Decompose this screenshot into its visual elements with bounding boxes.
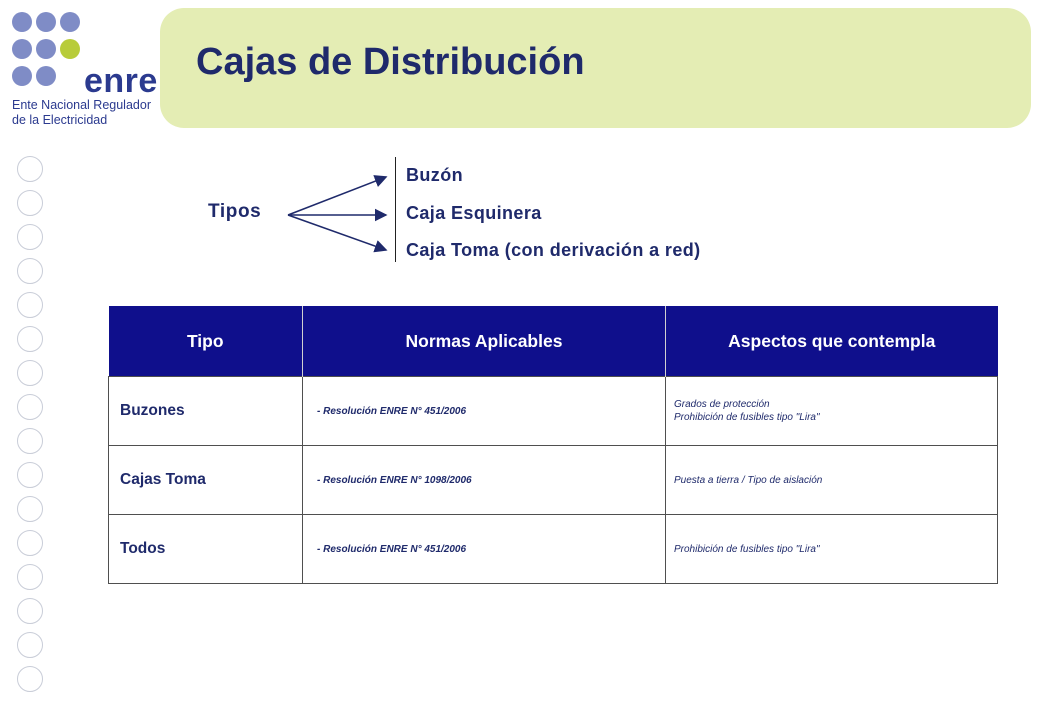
types-divider bbox=[395, 157, 396, 262]
cell-normas: - Resolución ENRE N° 451/2006 bbox=[303, 515, 666, 584]
table-row bbox=[109, 446, 998, 515]
type-item-caja-toma: Caja Toma (con derivación a red) bbox=[406, 240, 701, 260]
cell-tipo: Buzones bbox=[109, 377, 303, 446]
cell-tipo: Cajas Toma bbox=[109, 446, 303, 515]
table-row bbox=[109, 377, 998, 446]
title-banner bbox=[160, 8, 1031, 128]
tipos-label: Tipos bbox=[208, 201, 262, 222]
type-item-caja-esquinera: Caja Esquinera bbox=[406, 203, 542, 223]
table-row bbox=[109, 515, 998, 584]
table-header-row bbox=[109, 306, 998, 377]
enre-logo bbox=[12, 12, 158, 137]
logo-subtitle: Ente Nacional Regulador de la Electricidad bbox=[12, 98, 151, 127]
header-normas: Normas Aplicables bbox=[303, 306, 666, 377]
cell-aspectos: Grados de protección Prohibición de fusibles tipo "Lira" bbox=[666, 377, 998, 446]
page-title: Cajas de Distribución bbox=[196, 41, 585, 83]
cell-normas: - Resolución ENRE N° 1098/2006 bbox=[303, 446, 666, 515]
type-item-buzon: Buzón bbox=[406, 165, 463, 185]
cell-aspectos: Prohibición de fusibles tipo "Lira" bbox=[666, 515, 998, 584]
header-aspectos: Aspectos que contempla bbox=[666, 306, 998, 377]
cell-tipo: Todos bbox=[109, 515, 303, 584]
header-tipo: Tipo bbox=[109, 306, 303, 377]
branch-arrows-icon bbox=[280, 160, 392, 260]
cell-aspectos: Puesta a tierra / Tipo de aislación bbox=[666, 446, 998, 515]
cell-normas: - Resolución ENRE N° 451/2006 bbox=[303, 377, 666, 446]
logo-wordmark: enre bbox=[84, 62, 158, 100]
normas-table bbox=[108, 306, 998, 584]
